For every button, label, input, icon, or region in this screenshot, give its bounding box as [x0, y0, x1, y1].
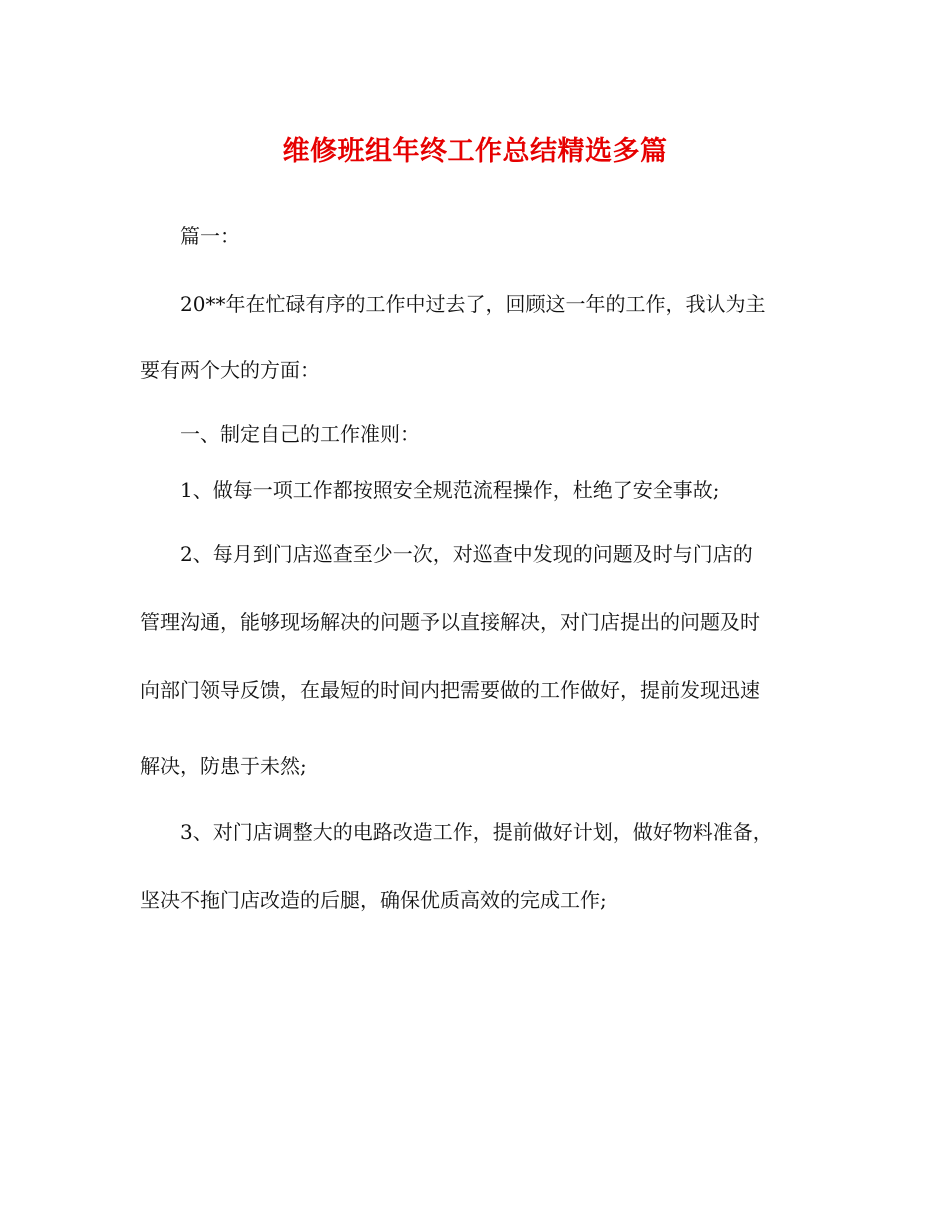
- document-title: 维修班组年终工作总结精选多篇: [282, 136, 668, 167]
- list-item: 3、对门店调整大的电路改造工作，提前做好计划，做好物料准备，: [180, 820, 773, 844]
- paragraph-line: 解决，防患于未然;: [140, 754, 307, 778]
- section-heading: 篇一：: [180, 224, 240, 248]
- paragraph-line: 管理沟通，能够现场解决的问题予以直接解决，对门店提出的问题及时: [140, 610, 760, 634]
- paragraph-line: 要有两个大的方面：: [140, 358, 320, 382]
- paragraph-line: 向部门领导反馈，在最短的时间内把需要做的工作做好，提前发现迅速: [140, 678, 760, 702]
- paragraph-line: 20**年在忙碌有序的工作中过去了，回顾这一年的工作，我认为主: [180, 292, 766, 316]
- list-item: 1、做每一项工作都按照安全规范流程操作，杜绝了安全事故;: [180, 478, 720, 502]
- paragraph-line: 一、制定自己的工作准则：: [180, 422, 420, 446]
- list-item: 2、每月到门店巡查至少一次，对巡查中发现的问题及时与门店的: [180, 542, 753, 566]
- paragraph-line: 坚决不拖门店改造的后腿，确保优质高效的完成工作;: [140, 888, 607, 912]
